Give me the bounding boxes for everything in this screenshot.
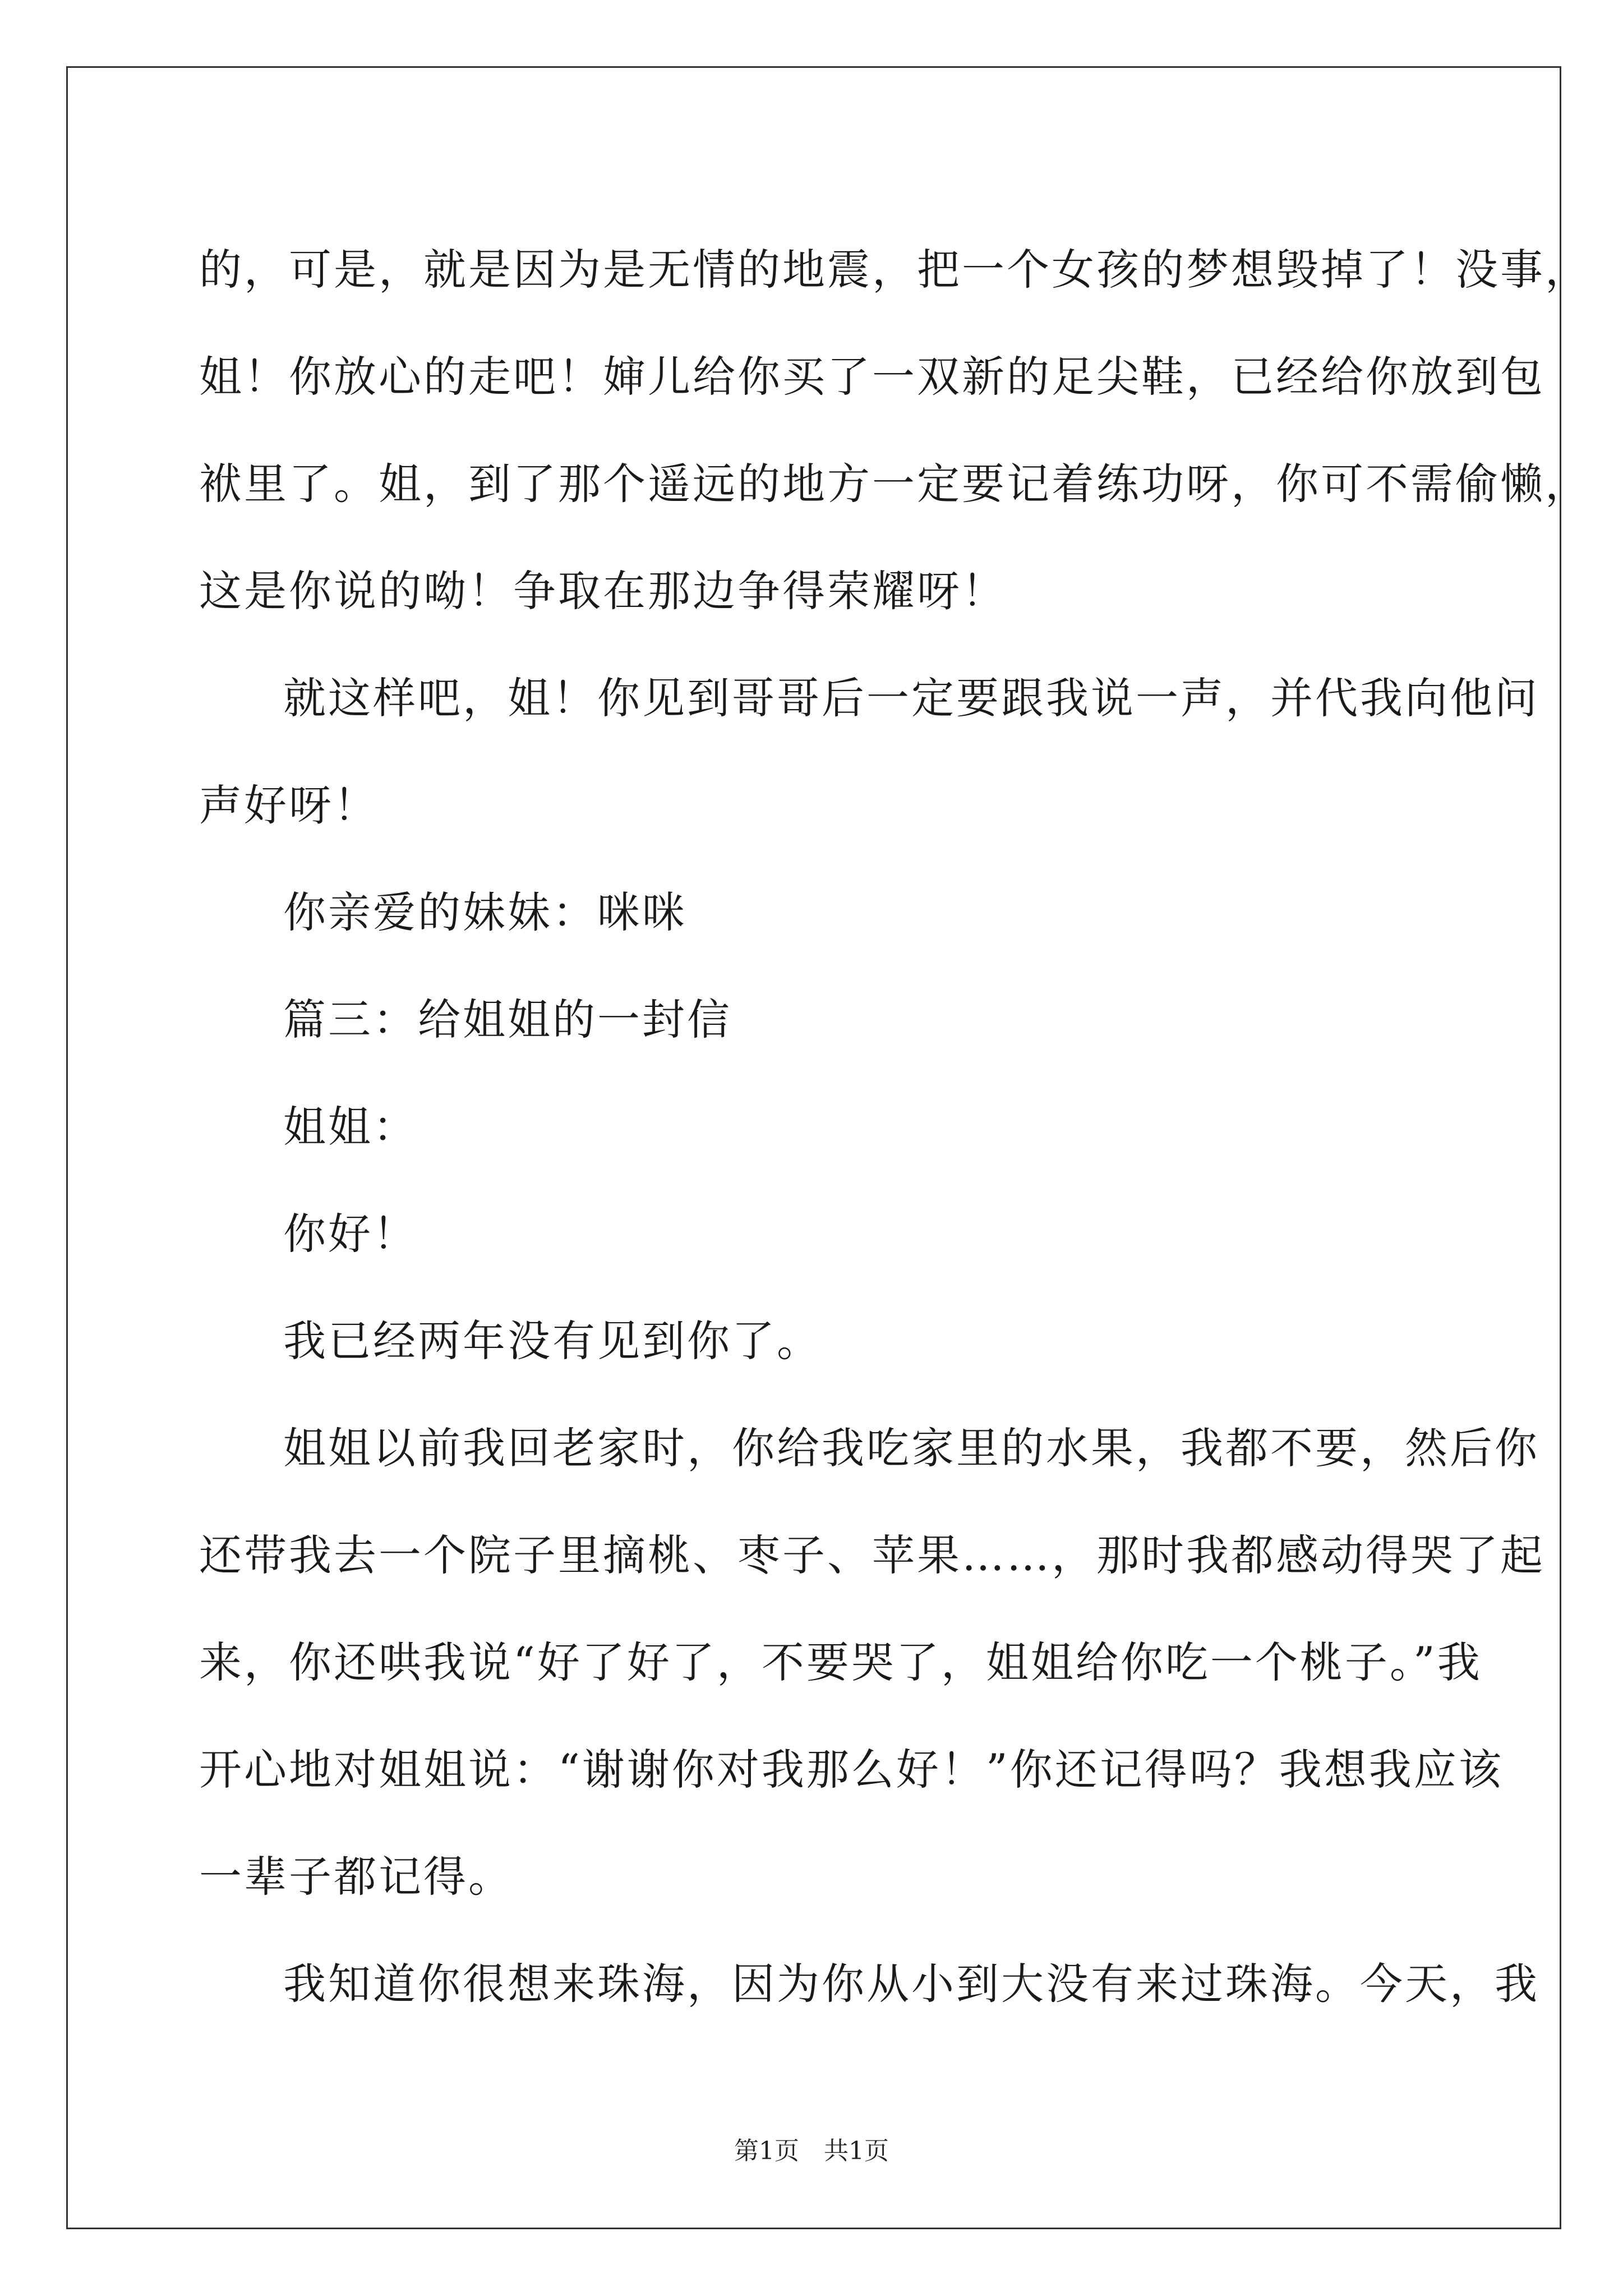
page-footer [0,2134,1623,2168]
section-heading: 篇三：给姐姐的一封信 [283,995,732,1045]
text-line-12: 姐姐以前我回老家时，你给我吃家里的水果，我都不要，然后你 [283,1423,1539,1473]
page-number: 第1页 共1页 [734,2137,889,2165]
document-body [199,216,1590,2037]
text-line-3: 袱里了。姐，到了那个遥远的地方一定要记着练功呀，你可不需偷懒， [199,459,1590,509]
greeting: 你好！ [283,1209,418,1259]
text-line-13: 还带我去一个院子里摘桃、枣子、苹果……，那时我都感动得哭了起 [199,1530,1545,1580]
text-line-6: 声好呀！ [199,780,379,830]
text-line-14: 来，你还哄我说“好了好了，不要哭了，姐姐给你吃一个桃子。”我 [199,1637,1482,1687]
signature-line: 你亲爱的妹妹：咪咪 [283,887,687,937]
salutation: 姐姐： [283,1102,418,1152]
text-line-11: 我已经两年没有见到你了。 [283,1316,822,1366]
text-line-1: 的，可是，就是因为是无情的地震，把一个女孩的梦想毁掉了！没事， [199,245,1590,295]
text-line-16: 一辈子都记得。 [199,1852,513,1902]
text-line-15: 开心地对姐姐说：“谢谢你对我那么好！”你还记得吗？我想我应该 [199,1745,1504,1795]
text-line-2: 姐！你放心的走吧！婶儿给你买了一双新的足尖鞋，已经给你放到包 [199,352,1545,402]
text-line-5: 就这样吧，姐！你见到哥哥后一定要跟我说一声，并代我向他问 [283,673,1539,723]
text-line-17: 我知道你很想来珠海，因为你从小到大没有来过珠海。今天，我 [283,1959,1539,2009]
text-line-4: 这是你说的呦！争取在那边争得荣耀呀！ [199,566,1007,616]
